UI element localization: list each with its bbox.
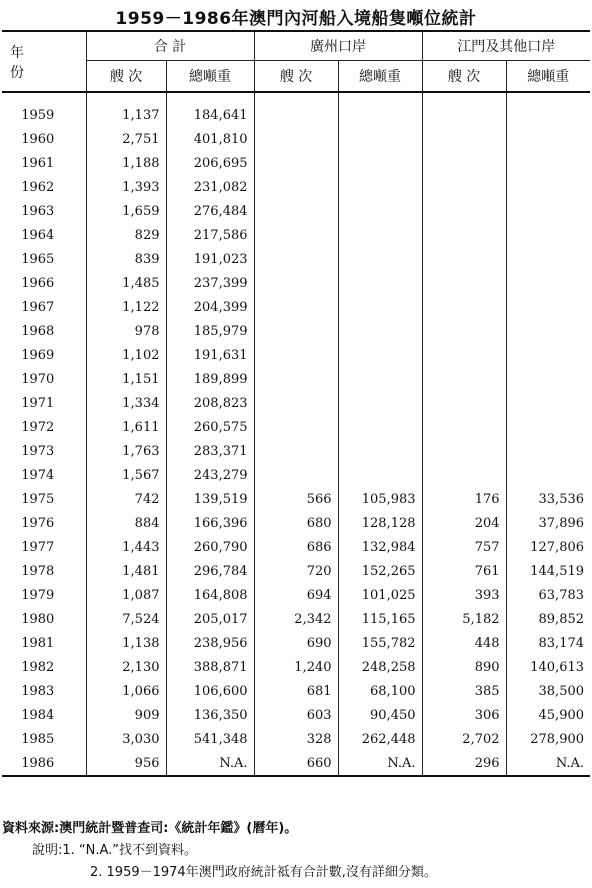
- total-ships-cell: 1,611: [86, 415, 166, 439]
- guangzhou-tonnage-cell: [338, 367, 422, 391]
- total-ships-cell: 2,130: [86, 655, 166, 679]
- guangzhou-tonnage-cell: [338, 199, 422, 223]
- total-tonnage-cell: 208,823: [166, 391, 254, 415]
- guangzhou-tonnage-cell: 262,448: [338, 727, 422, 751]
- total-tonnage-cell: 205,017: [166, 607, 254, 631]
- guangzhou-tonnage-cell: 152,265: [338, 559, 422, 583]
- guangzhou-ships-cell: 686: [254, 535, 338, 559]
- total-tonnage-cell: 166,396: [166, 511, 254, 535]
- guangzhou-ships-cell: [254, 319, 338, 343]
- year-cell: 1978: [21, 563, 55, 579]
- total-tonnage-cell: 204,399: [166, 295, 254, 319]
- guangzhou-ships-cell: 720: [254, 559, 338, 583]
- total-ships-cell: 1,567: [86, 463, 166, 487]
- year-cell: 1979: [21, 587, 55, 603]
- guangzhou-tonnage-cell: [338, 295, 422, 319]
- total-tonnage-cell: 283,371: [166, 439, 254, 463]
- guangzhou-ships-cell: 681: [254, 679, 338, 703]
- guangzhou-ships-cell: [254, 247, 338, 271]
- source-note: 資料來源:澳門統計暨普查司:《統計年鑑》(曆年)。: [2, 821, 298, 836]
- table-row: [2, 631, 590, 655]
- table-row: [2, 655, 590, 679]
- total-ships-cell: 1,151: [86, 367, 166, 391]
- jiangmen-ships-cell: [422, 175, 506, 199]
- jiangmen-tonnage-cell: 127,806: [506, 535, 590, 559]
- total-ships-cell: 884: [86, 511, 166, 535]
- year-cell: 1972: [21, 419, 55, 435]
- jiangmen-ships-cell: 176: [422, 487, 506, 511]
- jiangmen-tonnage-cell: 33,536: [506, 487, 590, 511]
- jiangmen-tonnage-cell: [506, 223, 590, 247]
- table-row: [2, 127, 590, 151]
- jiangmen-tonnage-cell: [506, 367, 590, 391]
- guangzhou-tonnage-cell: [338, 439, 422, 463]
- jiangmen-ships-cell: [422, 295, 506, 319]
- total-ships-cell: 829: [86, 223, 166, 247]
- subheader-total-ships: 艘 次: [86, 61, 166, 93]
- guangzhou-ships-cell: [254, 391, 338, 415]
- guangzhou-tonnage-cell: 101,025: [338, 583, 422, 607]
- subheader-jiangmen-ships: 艘 次: [422, 61, 506, 93]
- table-row: [2, 103, 590, 127]
- total-tonnage-cell: 541,348: [166, 727, 254, 751]
- guangzhou-tonnage-cell: 248,258: [338, 655, 422, 679]
- table-row: [2, 223, 590, 247]
- jiangmen-ships-cell: 448: [422, 631, 506, 655]
- guangzhou-ships-cell: 660: [254, 751, 338, 776]
- guangzhou-tonnage-cell: [338, 127, 422, 151]
- table-row: [2, 487, 590, 511]
- table-row: [2, 247, 590, 271]
- jiangmen-ships-cell: 204: [422, 511, 506, 535]
- total-tonnage-cell: 237,399: [166, 271, 254, 295]
- total-tonnage-cell: 296,784: [166, 559, 254, 583]
- jiangmen-tonnage-cell: [506, 391, 590, 415]
- guangzhou-ships-cell: [254, 271, 338, 295]
- year-cell: 1965: [21, 251, 55, 267]
- total-tonnage-cell: 106,600: [166, 679, 254, 703]
- year-cell: 1959: [21, 107, 55, 123]
- total-ships-cell: 1,102: [86, 343, 166, 367]
- table-row: [2, 439, 590, 463]
- jiangmen-tonnage-cell: 38,500: [506, 679, 590, 703]
- total-tonnage-cell: 388,871: [166, 655, 254, 679]
- jiangmen-ships-cell: [422, 463, 506, 487]
- guangzhou-tonnage-cell: [338, 151, 422, 175]
- guangzhou-ships-cell: 2,342: [254, 607, 338, 631]
- jiangmen-ships-cell: 385: [422, 679, 506, 703]
- guangzhou-tonnage-cell: N.A.: [338, 751, 422, 776]
- note-1: 說明:1. “N.A.”找不到資料。: [32, 843, 198, 858]
- jiangmen-ships-cell: 890: [422, 655, 506, 679]
- total-ships-cell: 1,481: [86, 559, 166, 583]
- jiangmen-tonnage-cell: 37,896: [506, 511, 590, 535]
- year-cell: 1971: [21, 395, 55, 411]
- total-tonnage-cell: 189,899: [166, 367, 254, 391]
- jiangmen-ships-cell: [422, 199, 506, 223]
- total-ships-cell: 7,524: [86, 607, 166, 631]
- total-tonnage-cell: 231,082: [166, 175, 254, 199]
- total-ships-cell: 1,087: [86, 583, 166, 607]
- jiangmen-tonnage-cell: 278,900: [506, 727, 590, 751]
- jiangmen-tonnage-cell: [506, 151, 590, 175]
- guangzhou-tonnage-cell: 132,984: [338, 535, 422, 559]
- table-row: [2, 391, 590, 415]
- table-row: [2, 559, 590, 583]
- jiangmen-tonnage-cell: [506, 247, 590, 271]
- table-row: [2, 343, 590, 367]
- table-title: 1959－1986年澳門內河船入境船隻噸位統計: [115, 9, 477, 29]
- jiangmen-ships-cell: [422, 247, 506, 271]
- subheader-guangzhou-tonnage: 總噸重: [338, 61, 422, 93]
- group-header-total: 合 計: [86, 31, 254, 61]
- jiangmen-ships-cell: [422, 151, 506, 175]
- total-ships-cell: 956: [86, 751, 166, 776]
- jiangmen-tonnage-cell: [506, 319, 590, 343]
- year-cell: 1968: [21, 323, 55, 339]
- total-tonnage-cell: 191,023: [166, 247, 254, 271]
- guangzhou-tonnage-cell: 155,782: [338, 631, 422, 655]
- jiangmen-tonnage-cell: [506, 343, 590, 367]
- table-body: [2, 92, 590, 776]
- guangzhou-ships-cell: [254, 151, 338, 175]
- jiangmen-tonnage-cell: [506, 199, 590, 223]
- year-cell: 1969: [21, 347, 55, 363]
- table-row: [2, 175, 590, 199]
- table-row: [2, 415, 590, 439]
- total-ships-cell: 1,485: [86, 271, 166, 295]
- jiangmen-ships-cell: [422, 127, 506, 151]
- jiangmen-ships-cell: 296: [422, 751, 506, 776]
- year-cell: 1975: [21, 491, 55, 507]
- year-cell: 1980: [21, 611, 55, 627]
- guangzhou-tonnage-cell: [338, 319, 422, 343]
- guangzhou-tonnage-cell: [338, 463, 422, 487]
- total-ships-cell: 1,334: [86, 391, 166, 415]
- total-ships-cell: 2,751: [86, 127, 166, 151]
- total-ships-cell: 1,137: [86, 103, 166, 127]
- guangzhou-ships-cell: [254, 175, 338, 199]
- group-header-guangzhou: 廣州口岸: [254, 31, 422, 61]
- jiangmen-ships-cell: 393: [422, 583, 506, 607]
- total-ships-cell: 1,066: [86, 679, 166, 703]
- jiangmen-ships-cell: [422, 415, 506, 439]
- guangzhou-tonnage-cell: [338, 415, 422, 439]
- table-row: [2, 727, 590, 751]
- jiangmen-tonnage-cell: [506, 439, 590, 463]
- year-cell: 1982: [21, 659, 55, 675]
- jiangmen-tonnage-cell: 45,900: [506, 703, 590, 727]
- table-row: [2, 583, 590, 607]
- year-cell: 1970: [21, 371, 55, 387]
- total-ships-cell: 3,030: [86, 727, 166, 751]
- total-ships-cell: 1,138: [86, 631, 166, 655]
- year-cell: 1986: [2, 751, 86, 776]
- guangzhou-ships-cell: 1,240: [254, 655, 338, 679]
- year-cell: 1967: [21, 299, 55, 315]
- year-cell: 1973: [21, 443, 55, 459]
- jiangmen-ships-cell: [422, 103, 506, 127]
- guangzhou-tonnage-cell: 105,983: [338, 487, 422, 511]
- table-row: [2, 319, 590, 343]
- jiangmen-tonnage-cell: 89,852: [506, 607, 590, 631]
- total-ships-cell: 1,443: [86, 535, 166, 559]
- total-tonnage-cell: 238,956: [166, 631, 254, 655]
- table-row: [2, 703, 590, 727]
- year-cell: 1977: [21, 539, 55, 555]
- guangzhou-tonnage-cell: [338, 343, 422, 367]
- jiangmen-ships-cell: 306: [422, 703, 506, 727]
- jiangmen-ships-cell: [422, 319, 506, 343]
- jiangmen-ships-cell: [422, 223, 506, 247]
- jiangmen-tonnage-cell: [506, 295, 590, 319]
- year-cell: 1963: [21, 203, 55, 219]
- jiangmen-ships-cell: [422, 343, 506, 367]
- year-cell: 1983: [21, 683, 55, 699]
- guangzhou-ships-cell: 603: [254, 703, 338, 727]
- total-tonnage-cell: 136,350: [166, 703, 254, 727]
- total-tonnage-cell: 260,575: [166, 415, 254, 439]
- table-row: [2, 199, 590, 223]
- guangzhou-ships-cell: [254, 415, 338, 439]
- total-tonnage-cell: 191,631: [166, 343, 254, 367]
- jiangmen-ships-cell: [422, 367, 506, 391]
- year-cell: 1985: [21, 731, 55, 747]
- table-row: [2, 535, 590, 559]
- subheader-total-tonnage: 總噸重: [166, 61, 254, 93]
- guangzhou-ships-cell: [254, 463, 338, 487]
- guangzhou-tonnage-cell: 68,100: [338, 679, 422, 703]
- jiangmen-tonnage-cell: [506, 127, 590, 151]
- jiangmen-tonnage-cell: [506, 463, 590, 487]
- year-cell: 1976: [21, 515, 55, 531]
- total-tonnage-cell: 260,790: [166, 535, 254, 559]
- guangzhou-ships-cell: [254, 103, 338, 127]
- total-tonnage-cell: 401,810: [166, 127, 254, 151]
- jiangmen-tonnage-cell: N.A.: [506, 751, 590, 776]
- table-row: [2, 367, 590, 391]
- total-tonnage-cell: 243,279: [166, 463, 254, 487]
- jiangmen-ships-cell: [422, 439, 506, 463]
- guangzhou-tonnage-cell: [338, 391, 422, 415]
- spacer-row: [2, 92, 590, 103]
- subheader-guangzhou-ships: 艘 次: [254, 61, 338, 93]
- guangzhou-tonnage-cell: 90,450: [338, 703, 422, 727]
- jiangmen-tonnage-cell: [506, 271, 590, 295]
- jiangmen-ships-cell: 761: [422, 559, 506, 583]
- total-tonnage-cell: N.A.: [166, 751, 254, 776]
- guangzhou-ships-cell: 328: [254, 727, 338, 751]
- jiangmen-tonnage-cell: [506, 415, 590, 439]
- jiangmen-ships-cell: 5,182: [422, 607, 506, 631]
- table-row: [2, 271, 590, 295]
- total-tonnage-cell: 185,979: [166, 319, 254, 343]
- guangzhou-tonnage-cell: [338, 223, 422, 247]
- subheader-jiangmen-tonnage: 總噸重: [506, 61, 590, 93]
- year-cell: 1966: [21, 275, 55, 291]
- total-ships-cell: 978: [86, 319, 166, 343]
- guangzhou-tonnage-cell: [338, 103, 422, 127]
- guangzhou-tonnage-cell: [338, 271, 422, 295]
- table-row: [2, 511, 590, 535]
- table-row: [2, 607, 590, 631]
- table-row: [2, 295, 590, 319]
- guangzhou-ships-cell: 690: [254, 631, 338, 655]
- table-row: [2, 463, 590, 487]
- table-row: [2, 751, 590, 776]
- year-cell: 1962: [21, 179, 55, 195]
- year-cell: 1964: [21, 227, 55, 243]
- guangzhou-ships-cell: [254, 439, 338, 463]
- guangzhou-tonnage-cell: 128,128: [338, 511, 422, 535]
- table-row: [2, 151, 590, 175]
- year-cell: 1974: [21, 467, 55, 483]
- jiangmen-ships-cell: 757: [422, 535, 506, 559]
- total-tonnage-cell: 164,808: [166, 583, 254, 607]
- total-ships-cell: 1,659: [86, 199, 166, 223]
- total-ships-cell: 1,122: [86, 295, 166, 319]
- jiangmen-ships-cell: [422, 271, 506, 295]
- guangzhou-ships-cell: 680: [254, 511, 338, 535]
- group-header-jiangmen: 江門及其他口岸: [422, 31, 590, 61]
- guangzhou-tonnage-cell: [338, 175, 422, 199]
- jiangmen-ships-cell: 2,702: [422, 727, 506, 751]
- guangzhou-ships-cell: [254, 367, 338, 391]
- jiangmen-tonnage-cell: 140,613: [506, 655, 590, 679]
- year-cell: 1984: [21, 707, 55, 723]
- jiangmen-tonnage-cell: 63,783: [506, 583, 590, 607]
- total-tonnage-cell: 184,641: [166, 103, 254, 127]
- year-column-header: 年 份: [2, 31, 86, 92]
- guangzhou-tonnage-cell: [338, 247, 422, 271]
- total-ships-cell: 1,763: [86, 439, 166, 463]
- total-tonnage-cell: 206,695: [166, 151, 254, 175]
- guangzhou-ships-cell: [254, 343, 338, 367]
- guangzhou-ships-cell: [254, 223, 338, 247]
- total-tonnage-cell: 276,484: [166, 199, 254, 223]
- total-ships-cell: 909: [86, 703, 166, 727]
- guangzhou-ships-cell: 694: [254, 583, 338, 607]
- note-2: 2. 1959－1974年澳門政府統計祗有合計數,沒有詳細分類。: [90, 865, 437, 880]
- jiangmen-tonnage-cell: [506, 175, 590, 199]
- guangzhou-tonnage-cell: 115,165: [338, 607, 422, 631]
- notes-section: [2, 818, 590, 884]
- year-cell: 1961: [21, 155, 55, 171]
- total-ships-cell: 1,393: [86, 175, 166, 199]
- guangzhou-ships-cell: [254, 199, 338, 223]
- total-tonnage-cell: 139,519: [166, 487, 254, 511]
- year-cell: 1960: [21, 131, 55, 147]
- statistics-table: [2, 30, 590, 777]
- jiangmen-ships-cell: [422, 391, 506, 415]
- jiangmen-tonnage-cell: [506, 103, 590, 127]
- guangzhou-ships-cell: 566: [254, 487, 338, 511]
- year-cell: 1981: [21, 635, 55, 651]
- guangzhou-ships-cell: [254, 127, 338, 151]
- total-ships-cell: 742: [86, 487, 166, 511]
- guangzhou-ships-cell: [254, 295, 338, 319]
- jiangmen-tonnage-cell: 83,174: [506, 631, 590, 655]
- table-row: [2, 679, 590, 703]
- total-ships-cell: 839: [86, 247, 166, 271]
- total-ships-cell: 1,188: [86, 151, 166, 175]
- jiangmen-tonnage-cell: 144,519: [506, 559, 590, 583]
- total-tonnage-cell: 217,586: [166, 223, 254, 247]
